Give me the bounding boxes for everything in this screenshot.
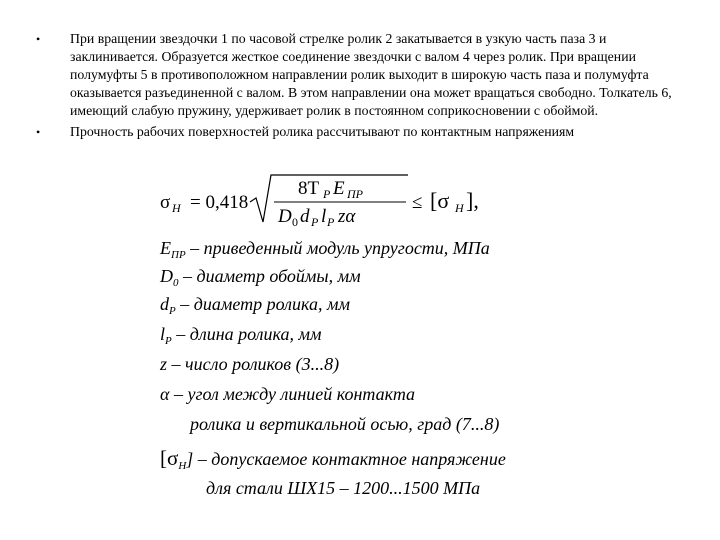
bullet-marker: •	[36, 125, 41, 139]
def-sub: P	[165, 335, 172, 347]
bullet-marker: •	[36, 32, 41, 46]
bullet-item	[36, 30, 686, 120]
def-desc: – приведенный модуль упругости, МПа	[185, 238, 490, 258]
definition-dp	[160, 294, 350, 317]
den-d0: D	[278, 206, 292, 227]
formula-coef: = 0,418	[190, 192, 249, 213]
def-symbol: α	[160, 384, 170, 404]
formula-lhs: σ	[160, 192, 171, 213]
bullet-text: При вращении звездочки 1 по часовой стрелке ролик 2 закатывается в узкую часть паза 3 и заклинивается. Образуется жесткое соединение звездочки с валом 4 через ролик. При вращении полумуфты 5 в противоположном направлении ролик выходит в широкую часть паза и полумуфта оказывается разъединенной с валом. В этом направлении она может вращаться свободно. Толкатель 6, имеющий слабую пружину, удерживает ролик в постоянном соприкосновении с обоймой.	[70, 31, 672, 118]
def-symbol: l	[160, 324, 166, 344]
den-lp-sub: P	[327, 215, 335, 229]
formula-le: ≤	[412, 192, 423, 213]
den-lp: l	[321, 206, 327, 227]
def-desc: для стали ШХ15 – 1200...1500 МПа	[206, 478, 481, 498]
formula-block	[150, 172, 590, 532]
bullet-list	[36, 30, 686, 144]
bullet-item	[36, 123, 686, 141]
contact-stress-formula	[150, 172, 590, 232]
definition-alpha-cont	[190, 414, 499, 437]
def-symbol: D	[160, 266, 173, 286]
def-symbol: E	[160, 238, 171, 258]
def-sub: ПР	[171, 249, 186, 261]
def-symbol: [σ	[160, 446, 179, 470]
definition-d0	[160, 266, 361, 289]
def-sub: H	[178, 460, 187, 472]
bullet-text: Прочность рабочих поверхностей ролика рассчитывают по контактным напряжениям	[70, 124, 575, 139]
def-sub: P	[169, 305, 176, 317]
definition-alpha	[160, 384, 415, 407]
den-d0-sub: 0	[292, 215, 298, 229]
def-desc: – диаметр ролика, мм	[175, 294, 350, 314]
def-sub: 0	[173, 277, 179, 289]
formula-lhs-sub: H	[172, 201, 181, 215]
formula-rhs-sub: H	[455, 201, 464, 215]
formula-rhs-close: ],	[466, 188, 479, 213]
definition-e-pr	[160, 238, 490, 261]
num-sub1: P	[323, 187, 331, 201]
num-sub2: ПР	[347, 187, 363, 201]
den-dp-sub: P	[311, 215, 319, 229]
definition-z	[160, 354, 339, 377]
def-desc: ролика и вертикальной осью, град (7...8)	[190, 414, 500, 434]
def-desc: – длина ролика, мм	[171, 324, 322, 344]
def-symbol: z	[160, 354, 168, 374]
num-e: E	[333, 178, 345, 199]
definition-sigma-h-cont	[206, 478, 480, 501]
def-desc: ] – допускаемое контактное напряжение	[186, 449, 506, 469]
definition-lp	[160, 324, 321, 347]
def-desc: – диаметр обоймы, мм	[178, 266, 361, 286]
den-dp: d	[300, 206, 310, 227]
def-desc: – число роликов (3...8)	[167, 354, 340, 374]
den-z-alpha: zα	[338, 206, 356, 227]
definition-sigma-h	[160, 446, 506, 472]
def-symbol: d	[160, 294, 169, 314]
formula-rhs: [σ	[430, 188, 450, 213]
num-coef: 8T	[298, 178, 320, 199]
def-desc: – угол между линией контакта	[169, 384, 416, 404]
